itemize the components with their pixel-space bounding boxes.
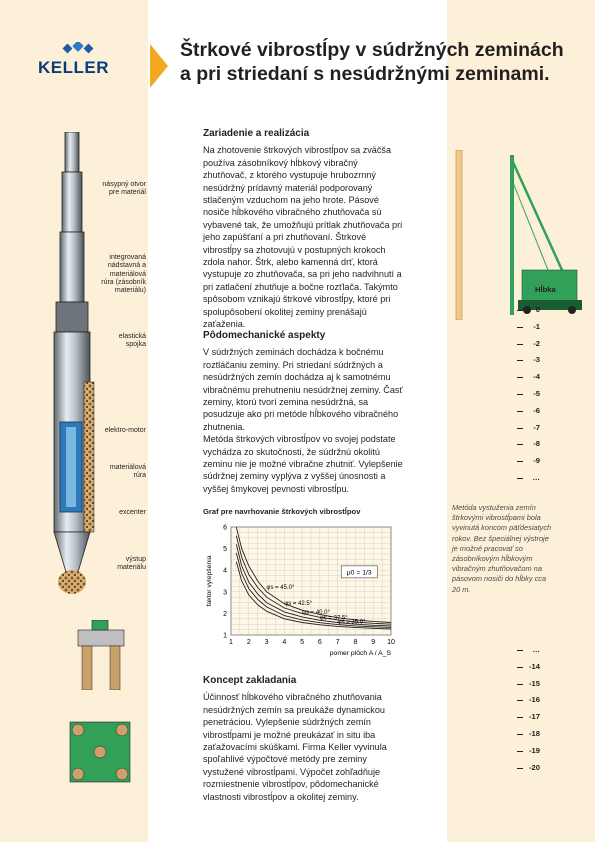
depth-bottom-label-0: …	[532, 645, 540, 654]
depth-bottom-label-tick-7	[517, 768, 523, 769]
depth-bottom-label-tick-0	[517, 650, 523, 651]
label-hopper: násypný otvor pre materiál	[102, 181, 146, 197]
depth-bottom-label-tick-3	[517, 700, 523, 701]
section-soil-body1: V súdržných zeminách dochádza k bočnému roztláčaniu zeminy. Pri striedaní súdržných a nesúdržných zemín dochádza aj k samotnému vibračnému prehutneniu nesúdržnej zeminy. Časť zeminy, ktorú tvorí zemina nesúdržná, sa posudzuje ako pri metóde hĺbkového vibračného zhutnenia.	[203, 347, 403, 432]
chart-x-label: pomer plôch A / A_S	[329, 650, 391, 657]
depth-bottom-label-tick-1	[517, 667, 523, 668]
depth-top-label-7: -7	[533, 422, 540, 432]
chart-annotation: μ0 = 1/3	[346, 569, 372, 577]
chart-series-label-1: φs = 42.5°	[284, 601, 313, 607]
title-arrow-icon	[150, 44, 168, 88]
chart-title: Graf pre navrhovanie štrkových vibrostĺpov	[203, 507, 361, 516]
depth-top-label-4: -4	[533, 372, 540, 382]
chart-x-tick: 4	[282, 639, 287, 646]
crane-rig-drawing	[452, 150, 592, 320]
depth-bottom-label-6: -19	[529, 745, 540, 755]
vibrator-drawing	[40, 132, 150, 602]
chart-x-tick: 6	[317, 639, 322, 646]
depth-top-label-2: -2	[533, 338, 540, 348]
chart-x-tick: 10	[387, 639, 395, 646]
label-outlet: výstup materiálu	[117, 556, 146, 572]
chart-x-tick: 7	[335, 639, 340, 646]
section-equipment-heading: Zariadenie a realizácia	[203, 128, 310, 139]
depth-top-label-10: …	[532, 473, 540, 482]
depth-top-label-tick-6	[517, 411, 523, 412]
chart-y-label: faktor vylepšenia	[206, 555, 213, 607]
chart-x-tick: 5	[300, 639, 305, 646]
section-equipment	[203, 128, 403, 331]
depth-bottom-label-7: -20	[529, 762, 540, 772]
depth-top-label-tick-9	[517, 461, 523, 462]
depth-top-label-0: 0	[535, 305, 540, 314]
depth-top-label-9: -9	[533, 456, 540, 466]
depth-bottom-label-4: -17	[529, 712, 540, 722]
page-title	[180, 38, 590, 86]
chart-series-label-0: φs = 45.0°	[266, 584, 295, 591]
title-line2: a pri striedaní s nesúdržnými zeminami.	[180, 63, 550, 85]
depth-bottom-label-2: -15	[529, 678, 540, 688]
depth-top-label-1: -1	[533, 321, 540, 331]
depth-top-label-tick-8	[517, 444, 523, 445]
section-equipment-body: Na zhotovenie štrkových vibrostĺpov sa zväčša používa zásobníkový hĺbkový vibračný zhutňovač, z ktorého vystupuje hrubozrnný nesúdržný prídavný materiál podporovaný stlačeným vzduchom na jeho hrote. Pásové nosiče hĺbkového vibračného zhutňovača sú vybavené tak, že umožňujú prítlak zhutňovača pri jeho zapúšťaní a pri zhutňovaní. Štrkové vibrostĺpy sa zhotovujú v postupných krokoch zdola nahor. Štrk, alebo kamenná drť, ktorá vystupuje zo zhutňovača, sa pri jeho nadvihnutí a pri zatlačení zhutňuje a bočne rozťlača. Takýmto spôsobom vznikajú štrkové vibrostĺpy, ktoré pri spolupôsobení okolitej zeminy prenášajú zaťaženia.	[203, 145, 403, 330]
chart-y-tick: 1	[223, 632, 227, 640]
section-concept-heading: Koncept zakladania	[203, 675, 297, 686]
chart-x-tick: 2	[246, 639, 251, 646]
label-tube: integrovaná nádstavná a materiálová rúra (zásobník materiálu)	[101, 254, 146, 295]
depth-bottom-label-tick-2	[517, 684, 523, 685]
depth-top-label-tick-5	[517, 394, 523, 395]
right-band	[447, 0, 595, 842]
depth-top-label-tick-3	[517, 360, 523, 361]
chart-series-label-3: φs = 37.5°	[319, 615, 348, 622]
depth-top-label-tick-0	[517, 310, 523, 311]
depth-bottom-label-5: -18	[529, 729, 540, 738]
depth-top-label-tick-1	[517, 327, 523, 328]
label-material-tube: materiálová rúra	[109, 464, 146, 480]
label-motor: elektro-motor	[104, 427, 146, 434]
caption-text: Metóda vystuženia zemín štrkovými vibrostĺpami bola vyvinutá koncom päťdesiatych rokov. Bez špeciálnej výstroje je možné pracovať so zásobníkovým hĺbkovým vibračným zhutňovačom na pásovom nosiči do hĺbky cca 20 m.	[452, 503, 552, 594]
chart-x-tick: 9	[371, 639, 376, 646]
section-soil-body2: Metóda štrkových vibrostĺpov vo svojej podstate vychádza zo skutočnosti, že súdržnú okolitú zeminu nie je možné vibračne zhutniť. Vylepšenie súdržnej zeminy vyplýva z vyššej únosnosti a vyššej šmykovej pevnosti vibrostĺpu.	[203, 434, 403, 494]
depth-top-label-tick-4	[517, 377, 523, 378]
depth-bottom-label-tick-5	[517, 734, 523, 735]
section-soil	[203, 330, 403, 495]
depth-top-label-tick-7	[517, 428, 523, 429]
chart-y-tick: 6	[223, 524, 227, 532]
chart-x-tick: 3	[264, 639, 269, 646]
depth-bottom-label-tick-6	[517, 751, 523, 752]
brand-name: KELLER	[38, 58, 109, 77]
chart-x-tick: 8	[353, 639, 358, 646]
chart-y-tick: 3	[223, 589, 227, 597]
depth-top-label-tick-10	[517, 478, 523, 479]
depth-heading: Hĺbka	[535, 285, 556, 294]
depth-top-label-8: -8	[533, 439, 540, 449]
foundation-plan-drawing	[60, 712, 140, 792]
section-concept	[203, 675, 403, 803]
depth-bottom-label-tick-4	[517, 717, 523, 718]
chart-y-tick: 2	[223, 610, 227, 618]
depth-top-label-3: -3	[533, 355, 540, 365]
chart-series-label-2: φs = 40.0°	[302, 609, 330, 616]
depth-top-label-6: -6	[533, 405, 540, 415]
foundation-section-drawing	[60, 620, 140, 690]
section-soil-heading: Pôdomechanické aspekty	[203, 330, 326, 341]
chart-x-tick: 1	[229, 639, 233, 646]
chart-y-tick: 4	[223, 567, 227, 575]
label-eccentric: excenter	[119, 509, 146, 516]
design-chart	[203, 517, 410, 657]
depth-bottom-label-3: -16	[529, 695, 540, 705]
label-coupling: elastická spojka	[118, 333, 146, 349]
chart-series-label-4: φs = 35.0°	[337, 619, 366, 626]
depth-top-label-tick-2	[517, 344, 523, 345]
depth-top-label-5: -5	[533, 389, 540, 398]
depth-bottom-label-1: -14	[529, 661, 540, 671]
title-line1: Štrkové vibrostĺpy v súdržných zeminách	[180, 39, 564, 61]
section-concept-body: Účinnosť hĺbkového vibračného zhutňovania nesúdržných zemín sa preukáže dynamickou penetráciou. Vylepšenie súdržných zemín vibrostĺpami je možné preukázať in situ iba zaťažovacími skúškami. Firma Keller vyvinula spoľahlivé výpočtové metódy pre zeminy vystužené vibrostĺpami. Výpočet zohľadňuje rozmiestnenie vibrostĺpov, pôdomechanické vlastnosti vibrostĺpov a okolitej zeminy.	[203, 692, 387, 802]
chart-y-tick: 5	[223, 546, 227, 554]
